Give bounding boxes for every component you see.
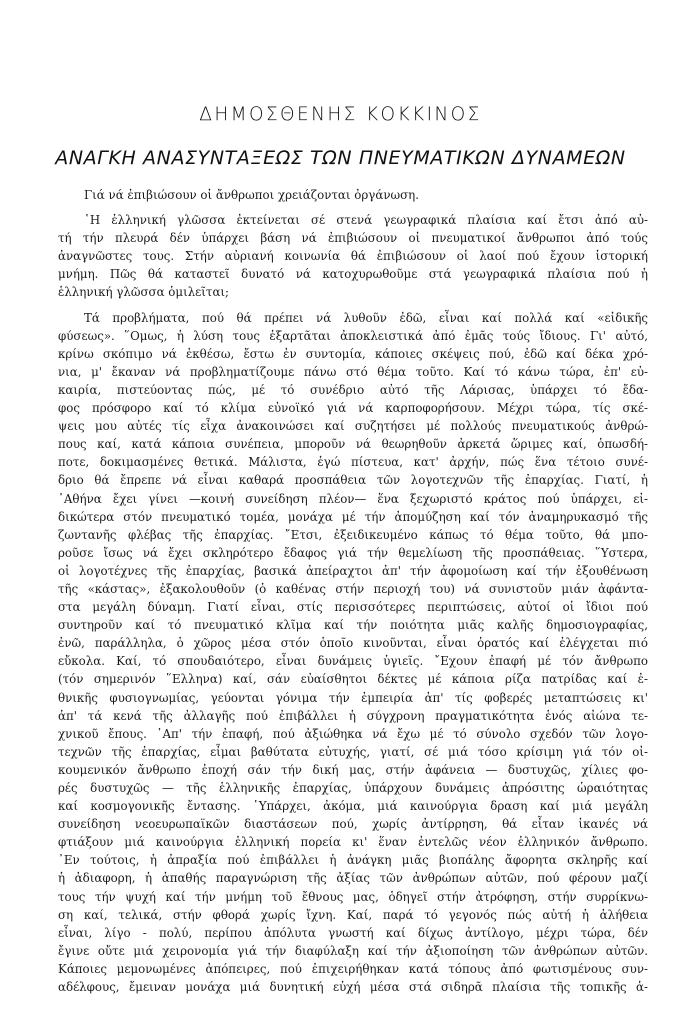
text-line: ἑλληνική γλῶσσα ὁμιλεῖται; — [58, 285, 230, 300]
text-line: μνήμη. Πῶς θά καταστεῖ δυνατό νά κατοχυρωθοῦμε στά γεωγραφικά πλαίσια πού ἡ — [58, 267, 648, 282]
text-line: ρές δυστυχῶς — τῆς ἑλληνικῆς ἐπαρχίας, ὑπάρχουν δυνάμεις ἀπρόσιτης ὡραιότητας — [58, 781, 648, 795]
text-line: νια, μ' ἔκαναν νά προβληματίζουμε πάνω στό θέμα τοῦτο. Καί τό κάνω τώρα, ἐπ' εὐ- — [58, 364, 648, 379]
text-line: τεχνῶν τῆς ἐπαρχίας, εἶμαι βαθύτατα εὐτυχής, γιατί, σέ μιά τόσο κρίσιμη γιά τόν οἰ- — [58, 744, 648, 759]
text-line: χνικοῦ ἔπους. ᾿Απ' τήν ἐπαφή, πού ἀξιώθηκα νά ἔχω μέ τό σύνολο σχεδόν τῶν λογο- — [58, 726, 648, 741]
text-line: αδέλφους, ἔμειναν μονάχα μιά δυνητική εὐχή μέσα στά σιδηρᾶ πλαίσια τῆς τοπικῆς ἁ- — [58, 980, 648, 995]
paragraph-3 — [58, 309, 648, 997]
text-line: οἱ λογοτέχνες τῆς ἐπαρχίας, βασικά ἀπείραχτοι ἀπ' τήν ἀφομοίωση καί τήν ἐξουθένωση — [58, 563, 648, 578]
text-line: τῆς «κάστας», ἐξακολουθοῦν (ὁ καθένας στήν περιοχή του) νά συνιστοῦν μιάν ἀφάντα- — [58, 581, 648, 596]
text-line: ση καί, τελικά, στήν φθορά χωρίς ἴχνη. Καί, παρά τό γεγονός πώς αὐτή ἡ ἀλήθεια — [58, 907, 648, 922]
text-line: Τά προβλήματα, πού θά πρέπει νά λυθοῦν ἐδῶ, εἶναι καί πολλά καί «εἰδικῆς — [84, 310, 648, 325]
text-line: ἀναγνῶστες τους. Στήν αὐριανή κοινωνία θά ἐπιβιώσουν οἱ λαοί πού ἔχουν ἱστορική — [58, 249, 648, 264]
text-line: συνείδηση νεοευρωπαϊκῶν διαστάσεων πού, χωρίς ἀντίρρηση, θά εἶταν ἱκανές νά — [58, 817, 648, 832]
article-body — [58, 186, 648, 996]
text-line: δικώτερα στόν πνευματικό τομέα, μονάχα μέ τήν ἀπομύζηση καί τόν ἀναμηρυκασμό τῆς — [58, 509, 648, 524]
text-line: ἐνῶ, παράλληλα, ὁ χῶρος μέσα στόν ὁποῖο κινοῦνται, εἶναι ὁρατός καί ἐλέγχεται πιό — [58, 636, 648, 651]
text-line: εἶναι, λίγο - πολύ, περίπου ἀπόλυτα γνωστή καί δίχως ἀντίλογο, μέχρι τώρα, δέν — [58, 925, 648, 940]
text-line: εὔκολα. Καί, τό σπουδαιότερο, εἶναι δυνάμεις ὑγιεῖς. ῎Εχουν ἐπαφή μέ τόν ἄνθρωπο — [58, 654, 648, 669]
text-line: στα μεγάλη δύναμη. Γιατί εἶναι, στίς περισσότερες περιπτώσεις, αὐτοί οἱ ἴδιοι πού — [58, 600, 648, 615]
text-line: ᾿Εν τούτοις, ἡ ἀπραξία πού ἐπιβάλλει ἡ ἀνάγκη μιᾶς βιοπάλης ἄφορητα σκληρῆς καί — [58, 853, 648, 868]
text-line: φύσεως». ῞Ομως, ἡ λύση τους ἐξαρτᾶται ἀποκλειστικά ἀπό ἐμᾶς τούς ἴδιους. Γι' αὐτό, — [58, 328, 648, 343]
text-line: τους τήν ψυχή καί τήν μνήμη τοῦ ἔθνους μας, ὁδηγεῖ στήν ἀτρόφηση, στήν συρρίκνω- — [58, 889, 648, 904]
text-line: πους καί, κατά κάποια συνέπεια, μποροῦν νά θεωρηθοῦν ἀρκετά ὥριμες καί, ὁπωσδή- — [58, 437, 648, 452]
text-line: δριο θά ἔπρεπε νά εἶναι καθαρά προσπάθεια τῶν λογοτεχνῶν τῆς ἐπαρχίας. Γιατί, ἡ — [58, 473, 648, 488]
text-line: ἀπ' τά κενά τῆς ἀλλαγῆς πού ἐπιβάλλει ἡ σύγχρονη πραγματικότητα ἑνός αἰώνα τε- — [58, 708, 648, 723]
paragraph-1 — [58, 186, 648, 204]
text-line: Γιά νά ἐπιβιώσουν οἱ ἄνθρωποι χρειάζονται ὀργάνωση. — [84, 188, 419, 202]
text-line: καί κοσμογονικῆς ἔντασης. ῾Υπάρχει, ἀκόμα, μιά καινούργια δραση καί μιά μεγάλη — [58, 799, 648, 814]
text-line: κρίνω σκόπιμο νά ἐκθέσω, ἔστω ἐν συντομία, κάποιες σκέψεις πού, ἐδῶ καί δέκα χρό- — [58, 346, 648, 361]
text-line: φος πρόσφορο καί τό κλίμα εὐνοϊκό γιά νά καρποφορήσουν. Μέχρι τώρα, τίς σκέ- — [58, 401, 648, 416]
text-line: ᾿Αθήνα ἔχει γίνει —κοινή συνείδηση πλέον— ἕνα ξεχωριστό κράτος πού ὑπάρχει, εἰ- — [58, 491, 648, 506]
text-line: (τόν σημερινόν ῞Ελληνα) καί, σάν εὐαίσθητοι δέκτες μέ κάποια ρίζα πατρίδας καί ἐ- — [58, 672, 648, 687]
article-title: ΑΝΑΓΚΗ ΑΝΑΣΥΝΤΑΞΕΩΣ ΤΩΝ ΠΝΕΥΜΑΤΙΚΩΝ ΔΥΝΑΜΕΩΝ — [55, 147, 626, 169]
author-name: ΔΗΜΟΣΘΕΝΗΣ ΚΟΚΚΙΝΟΣ — [199, 104, 482, 125]
text-line: ἡ ἀδιαφορη, ἡ ἀπαθής παραγνώριση τῆς ἀξίας τῶν ἀνθρώπων αὐτῶν, πού φέρουν μαζί — [58, 871, 648, 886]
text-line: τή τήν πλευρά δέν ὑπάρχει βάση νά ἐπιβιώσουν οἱ πνευματικοί ἄνθρωποι ἀπό τούς — [58, 231, 648, 246]
paragraph-2 — [58, 211, 648, 301]
text-line: Κάποιες μεμονωμένες ἀπόπειρες, πού ἐπιχειρήθηκαν κατά τόπους ἀπό φωτισμένους συν- — [58, 961, 648, 976]
text-line: ροῦσε ἴσως νά ἔχει σκληρότερο ἔδαφος γιά τήν θεμελίωση τῆς προσπάθειας. ῞Υστερα, — [58, 545, 648, 560]
text-line: ποτε, δοκιμασμένες θετικά. Μάλιστα, ἐγώ πίστευα, κατ' ἀρχήν, πώς ἕνα τέτοιο συνέ- — [58, 455, 648, 470]
text-line: ῾Η ἑλληνική γλῶσσα ἐκτείνεται σέ στενά γεωγραφικά πλαίσια καί ἔτσι ἀπό αὐ- — [84, 213, 648, 228]
text-line: συντηροῦν καί τό πνευματικό κλῖμα καί τήν ποιότητα μιᾶς καλῆς δημοσιογραφίας, — [58, 618, 648, 633]
text-line: ἔγινε οὔτε μιά χειρονομία γιά τήν διαφύλαξη καί τήν ἀξιοποίηση τῶν ἀνθρώπων αὐτῶν. — [58, 943, 648, 958]
text-line: φτιάξουν μιά καινούργια ἑλληνική πορεία κι' ἕναν ἐντελῶς νέον ἑλληνικόν ἄνθρωπο. — [58, 835, 648, 850]
text-line: κουμενικόν ἄνθρωπο ἐποχή σάν τήν δική μας, στήν ἀφάνεια — δυστυχῶς, χίλιες φο- — [58, 762, 648, 777]
text-line: ψεις μου αὐτές τίς εἶχα ἀνακοινώσει καί συζητήσει μέ πολλούς πνευματικούς ἀνθρώ- — [58, 419, 648, 434]
text-line: καιρία, πιστεύοντας πώς, μέ τό συνέδριο αὐτό τῆς Λάρισας, ὑπάρχει τό ἔδα- — [58, 382, 648, 397]
text-line: ζωντανῆς φλέβας τῆς ἐπαρχίας. ῎Ετσι, ἐξειδικευμένο κάπως τό θέμα τοῦτο, θά μπο- — [58, 527, 648, 542]
text-line: θνικῆς φυσιογνωμίας, γεύονται γόνιμα τήν ἐμπειρία ἀπ' τίς φοβερές μεταπτώσεις κι' — [58, 690, 648, 705]
